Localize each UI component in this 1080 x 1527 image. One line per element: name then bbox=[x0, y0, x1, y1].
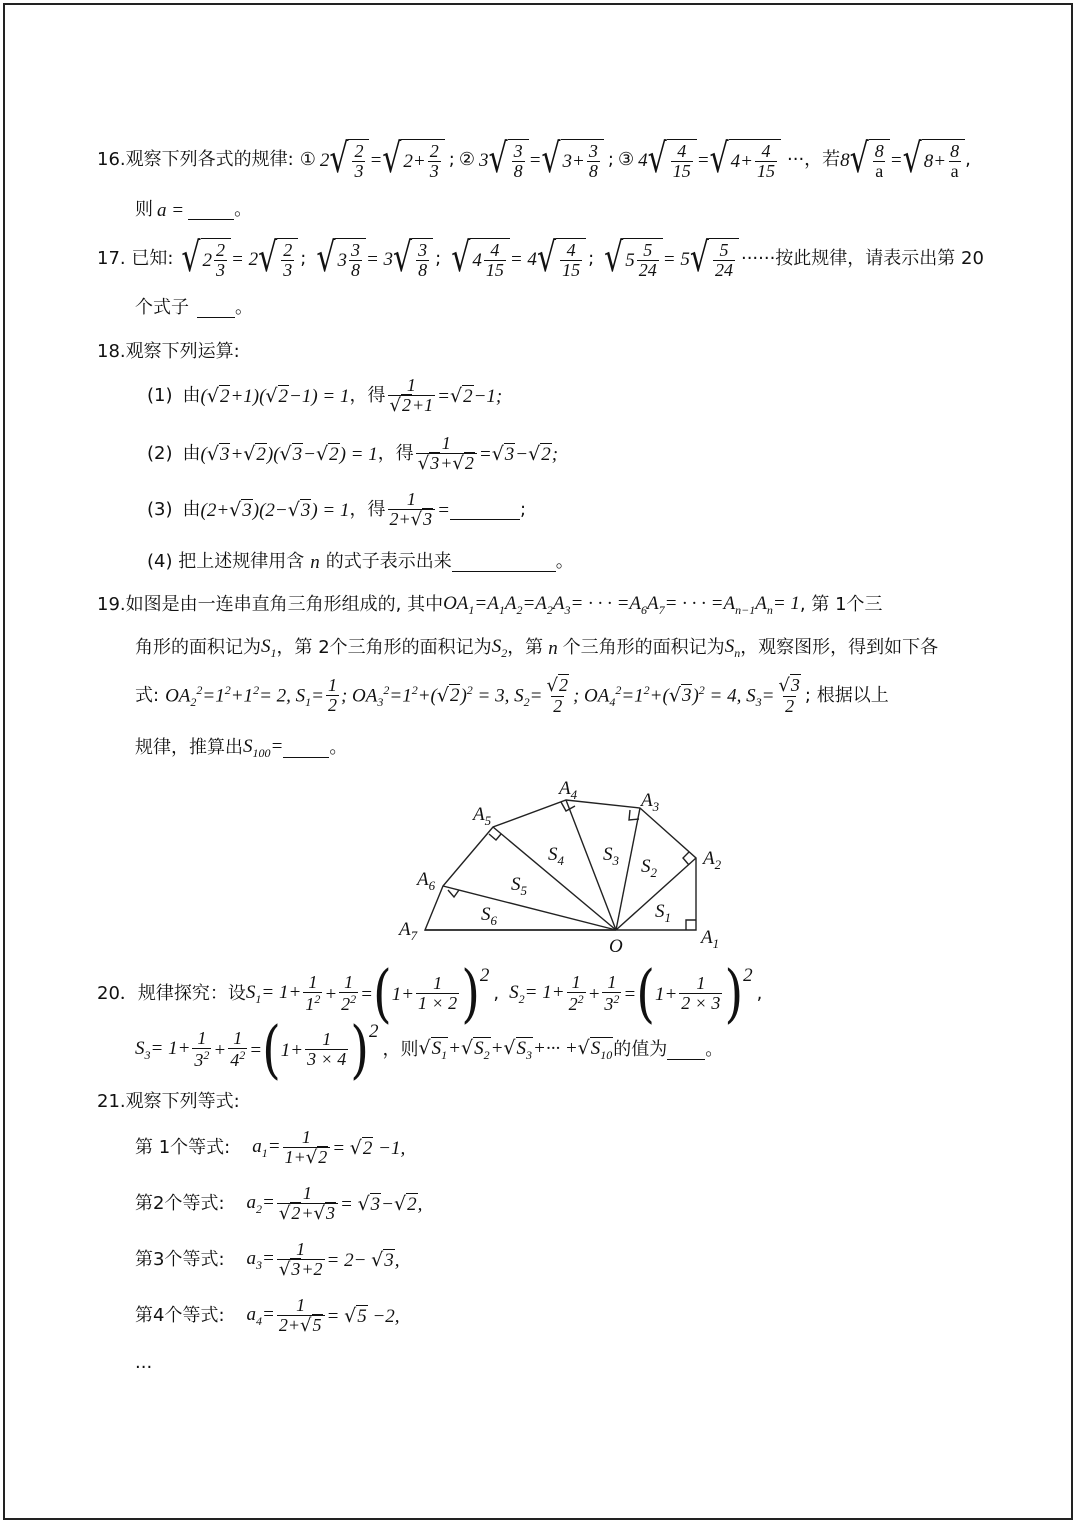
q19-answer-blank[interactable] bbox=[283, 739, 329, 758]
q16-line2 bbox=[135, 198, 252, 222]
q19-l2c: ，第 bbox=[507, 637, 544, 658]
q18-item1: (1) 由 (√2+1)(√2−1) = 1 ， 得 $\frac{1}{√2+1}$ =√2−1; bbox=[147, 375, 503, 417]
q19-l3a: 式: bbox=[135, 685, 160, 706]
q20-line1: 20．规律探究：设 $S_1= 1+$ $\frac{1}{1^2}$ + $\frac{1}{2^2}$ = ( 1+ $\frac{1}{1 \times 2}$ ) 2 , $S_2= 1+$ $\frac{1}{2^2}$ + $\frac{1}{3^2}$ = ( 1+ $\frac{1}{2 \times 3}$ ) 2 , bbox=[97, 957, 763, 1031]
q18-p1-you: 由 bbox=[182, 385, 201, 406]
figure-labels bbox=[397, 778, 722, 954]
q20-end: 。 bbox=[705, 1039, 724, 1060]
q16-circle-1: ① bbox=[299, 149, 316, 170]
q18-p3: (3) bbox=[147, 499, 173, 520]
q18-title-text: 18.观察下列运算: bbox=[97, 341, 240, 362]
q19-l2n: n bbox=[548, 637, 558, 659]
q19-l2d: 个三角形的面积记为 bbox=[562, 637, 725, 658]
q16-a-equals: a = bbox=[157, 199, 185, 221]
label-a3: $A_3$ bbox=[641, 790, 660, 814]
q20-ze: ，则 bbox=[382, 1039, 419, 1060]
q18-p4-end: 。 bbox=[555, 551, 574, 572]
right-angle-a3 bbox=[629, 810, 639, 820]
q19-l2b: ，第 2个三角形的面积记为 bbox=[276, 637, 492, 658]
q21-row2: 第2个等式: $a_2=$ $\frac{1}{√2+√3}$ = √3−√2, bbox=[135, 1183, 423, 1225]
label-a4: $A_4$ bbox=[559, 778, 578, 802]
q21-dots bbox=[135, 1358, 152, 1378]
right-angle-a1 bbox=[686, 920, 696, 930]
q21-r4-label: 第4个等式: bbox=[135, 1305, 225, 1326]
label-s3: $S_3$ bbox=[603, 844, 619, 868]
q17-answer-blank[interactable] bbox=[197, 299, 235, 318]
label-a1: $A_1$ bbox=[701, 927, 720, 951]
q18-p4-answer-blank[interactable] bbox=[452, 553, 556, 572]
q18-p3-answer-blank[interactable] bbox=[450, 501, 520, 520]
q16-line1: 16 .观察下列各式的规律: ① 2 √ $\frac{2}{3}$ = √ 2+ $\frac{2}{3}$ ; ② 3 √ $\frac{3}{8}$ = √ 3+ $\frac{3}{8}$ ; ③ 4 √ $\frac{4}{15}$ = √ 4+ $\frac{4}{15}$ ··· ，若 8 √ $\frac{8}{a}$ = √ 8+ $\frac{8}{a}$ , bbox=[97, 135, 971, 183]
q21-title-text: 21.观察下列等式: bbox=[97, 1091, 240, 1112]
q18-p2: (2) bbox=[147, 443, 173, 464]
q18-item3: (3) 由 (2+√3)(2−√3) = 1 ， 得 $\frac{1}{2+√3}$ = ; bbox=[147, 489, 527, 531]
label-s5: $S_5$ bbox=[511, 874, 527, 898]
q19-end: 。 bbox=[329, 737, 348, 758]
q18-title bbox=[97, 340, 240, 364]
q18-p2-comma: ， bbox=[377, 443, 396, 464]
q19-line1: 19.如图是由一连串直角三角形组成的, 其中 $OA_1=A_1A_2=A_2A_3=$ · · · $=A_6A_7=$ · · · $=A_{n-1}A_n= 1$ , 第 1个三 bbox=[97, 593, 883, 617]
q18-p3-de: 得 bbox=[367, 499, 386, 520]
q19-l3tail: ; 根据以上 bbox=[804, 685, 889, 706]
label-s2: $S_2$ bbox=[641, 856, 657, 880]
q18-p4-text: (4) 把上述规律用含 bbox=[147, 551, 305, 572]
q18-p3-comma: ， bbox=[349, 499, 368, 520]
q21-r2-label: 第2个等式: bbox=[135, 1193, 225, 1214]
q16-number: 16 bbox=[97, 149, 120, 170]
q21-row1: 第 1个等式: $a_1=$ $\frac{1}{1+√2}$ = √2 −1, bbox=[135, 1127, 406, 1169]
q18-p4-n: n bbox=[310, 551, 320, 573]
label-s6: $S_6$ bbox=[481, 904, 497, 928]
q18-p1-comma: ， bbox=[349, 385, 368, 406]
q17-end: 。 bbox=[235, 297, 253, 318]
q16-lead: .观察下列各式的规律: bbox=[119, 149, 294, 170]
q16-circle-2: ② bbox=[458, 149, 475, 170]
q19-l2a: 角形的面积记为 bbox=[135, 637, 261, 658]
q17-tail: ······按此规律，请表示出第 20 bbox=[740, 248, 984, 269]
q18-p1-de: 得 bbox=[367, 385, 386, 406]
q18-p4-rest: 的式子表示出来 bbox=[325, 551, 452, 572]
q18-p1: (1) bbox=[147, 385, 173, 406]
segment-oa4 bbox=[566, 800, 616, 930]
label-a5: $A_5$ bbox=[473, 804, 492, 828]
label-origin: O bbox=[609, 936, 623, 954]
label-s1: $S_1$ bbox=[655, 901, 671, 925]
q18-p2-de: 得 bbox=[395, 443, 414, 464]
q16-answer-blank[interactable] bbox=[188, 201, 234, 220]
q19-lead: 19.如图是由一连串直角三角形组成的, 其中 bbox=[97, 594, 444, 615]
label-a7: $A_7$ bbox=[399, 919, 418, 943]
q16-ze: 则 bbox=[135, 199, 153, 220]
q19-line2: 角形的面积记为 $S_1$ ，第 2个三角形的面积记为 $S_2$ ，第 n 个三角形的面积记为 $S_n$ ，观察图形，得到如下各 bbox=[135, 636, 939, 660]
q18-p3-you: 由 bbox=[182, 499, 201, 520]
right-angle-a5 bbox=[489, 834, 501, 840]
q20-line2: $S_3= 1+$ $\frac{1}{3^2}$ + $\frac{1}{4^2}$ = ( 1+ $\frac{1}{3 \times 4}$ ) 2 ，则 $√S_1+√S_2+√S_3+\cdot\cdot\cdot +√S_{10}$ 的值为 。 bbox=[135, 1013, 724, 1087]
q16-end: 。 bbox=[234, 199, 253, 220]
q16-ellipsis: ··· bbox=[787, 149, 805, 170]
q21-r3-label: 第3个等式: bbox=[135, 1249, 225, 1270]
q21-row3: 第3个等式: $a_3=$ $\frac{1}{√3+2}$ = 2− √3, bbox=[135, 1239, 400, 1281]
label-a2: $A_2$ bbox=[703, 848, 722, 872]
label-s4: $S_4$ bbox=[548, 844, 564, 868]
q20-lead: 20．规律探究：设 bbox=[97, 983, 246, 1004]
q18-item2: (2) 由 (√3+√2)(√3−√2) = 1 ， 得 $\frac{1}{√3+√2}$ =√3−√2; bbox=[147, 433, 559, 475]
q19-l4a: 规律，推算出 bbox=[135, 737, 243, 758]
q19-line3: 式: $OA_2^2=1^2+1^2= 2$, $S_1=$ $\frac{1}{2}$ ; $OA_3^2=1^2+(√2)^2 = 3$, $S_2=$ $\frac{√2}{2}$ ; $OA_4^2=1^2+(√3)^2 = 4$, $S_3=$ $\frac{√3}{2}$ ; 根据以上 bbox=[135, 674, 889, 716]
q18-item4 bbox=[147, 550, 574, 574]
q17-number: 17 bbox=[97, 248, 120, 269]
q17-line2-text: 个式子 bbox=[135, 297, 189, 318]
right-angle-a6 bbox=[448, 890, 459, 897]
q21-r1-label: 第 1个等式: bbox=[135, 1137, 231, 1158]
label-a6: $A_6$ bbox=[417, 869, 436, 893]
q17-line2 bbox=[135, 296, 253, 320]
q21-title bbox=[97, 1090, 240, 1114]
q21-dots-text: ··· bbox=[135, 1357, 153, 1378]
q20-zhi: 的值为 bbox=[613, 1039, 668, 1060]
q19-line4: 规律，推算出 $S_{100}=$ 。 bbox=[135, 736, 348, 760]
q16-circle-3: ③ bbox=[617, 149, 635, 170]
triangle-spiral-figure bbox=[395, 772, 725, 954]
q19-lead-tail: , 第 1个三 bbox=[799, 594, 883, 615]
q16-ruo: ，若 bbox=[804, 149, 841, 170]
q17-line1: 17 . 已知: √ 2 $\frac{2}{3}$ = 2 √ $\frac{2}{3}$ ; √ 3 $\frac{3}{8}$ = 3 √ $\frac{3}{8}$ ; √ 4 $\frac{4}{15}$ = 4 √ $\frac{4}{15}$ ; √ 5 $\frac{5}{24}$ = 5 √ $\frac{5}{24}$ ······按此规律，请表示出第 20 bbox=[97, 234, 984, 282]
q17-lead: . 已知: bbox=[119, 248, 174, 269]
right-angle-a2 bbox=[683, 852, 689, 865]
q20-answer-blank[interactable] bbox=[667, 1041, 705, 1060]
q19-l2e: ，观察图形，得到如下各 bbox=[740, 637, 939, 658]
q21-row4: 第4个等式: $a_4=$ $\frac{1}{2+√5}$ = √5 −2, bbox=[135, 1295, 400, 1337]
q18-p2-you: 由 bbox=[182, 443, 201, 464]
